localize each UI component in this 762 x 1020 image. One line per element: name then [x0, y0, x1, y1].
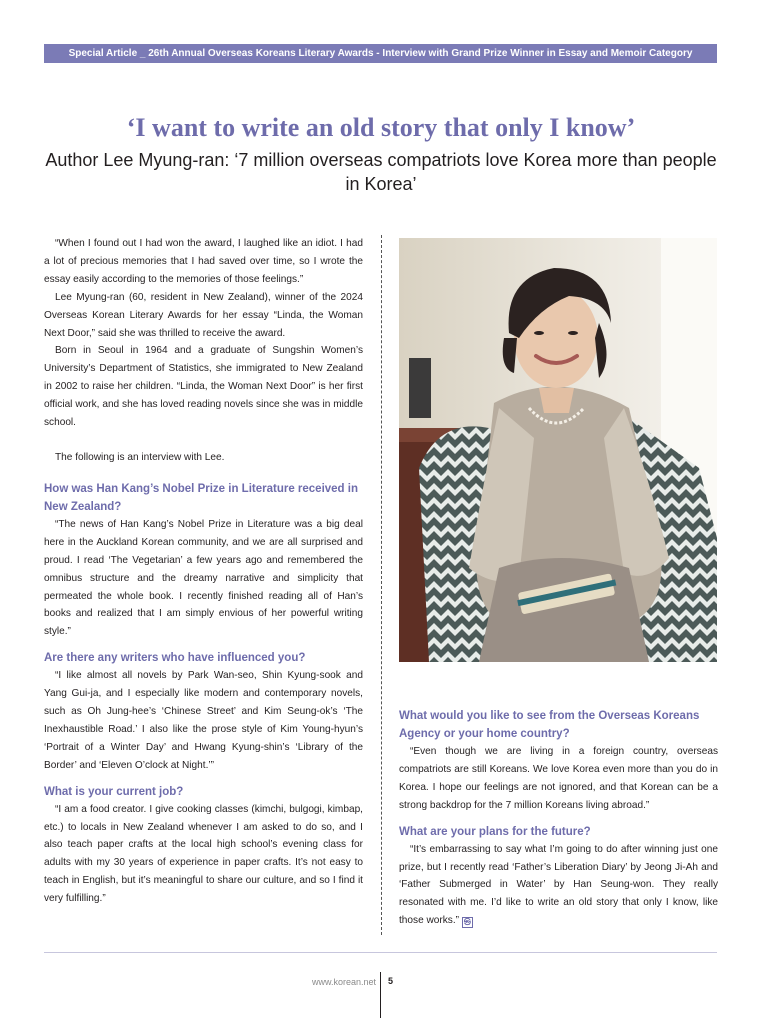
question-heading: What is your current job? — [44, 785, 184, 798]
intro-paragraph: The following is an interview with Lee. — [55, 451, 225, 463]
answer-paragraph — [399, 841, 718, 931]
end-of-article-icon: ㉿ — [463, 919, 471, 927]
intro-paragraph: Born in Seoul in 1964 and a graduate of Sungshin Women’s University’s Department of Statistics, she immigrated to New Zealand in 2002 to raise her children. “Linda, the Woman Next Door” is her first official work, and she has loved reading novels since she was in middle school. — [44, 345, 363, 429]
portrait-illustration — [399, 238, 717, 662]
intro-paragraph: “When I found out I had won the award, I laughed like an idiot. I had a lot of precious memories that I had saved over time, so I wrote the essay easily according to the memories of those feelings.” — [44, 238, 363, 285]
article-subheadline: Author Lee Myung-ran: ‘7 million overseas compatriots love Korea more than people in Korea’ — [45, 150, 717, 194]
answer-paragraph: “The news of Han Kang’s Nobel Prize in Literature was a big deal here in the Auckland Korean community, and we are all surprised and proud. I read ‘The Vegetarian’ a few years ago and remembered the omnibus structure and the dreamy narrative and simplicity that permeated the whole book. I recently finished reading all of Han’s books and realized that I am simply envious of her powerful writing style.” — [44, 518, 363, 638]
question-heading: What would you like to see from the Overseas Koreans Agency or your home country? — [399, 710, 700, 740]
answer-paragraph: “Even though we are living in a foreign country, overseas compatriots are still Koreans. We love Korea even more than you do in Korea. I hope our feelings are not ignored, and that Korean can be a strong backdrop for the 7 million Koreans living abroad.” — [399, 746, 718, 811]
footer-rule — [44, 952, 717, 953]
answer-paragraph: “I am a food creator. I give cooking classes (kimchi, bulgogi, kimbap, etc.) to locals in New Zealand whenever I am asked to do so, and I also teach paper crafts at the local high school’s evening class for adults with my 30 years of experience in paper crafts. It’s not easy to teach in English, but it’s meaningful to share our culture, and so I find it very fulfilling.” — [44, 803, 363, 905]
intro-paragraph: Lee Myung-ran (60, resident in New Zealand), winner of the 2024 Overseas Korean Literary Awards for her essay “Linda, the Woman Next Door,” said she was thrilled to receive the award. — [44, 291, 363, 339]
left-column — [44, 235, 363, 908]
column-divider — [381, 235, 382, 935]
footer-url: www.korean.net — [311, 977, 376, 987]
question-heading: Are there any writers who have influenced you? — [44, 652, 306, 665]
answer-text: “It’s embarrassing to say what I’m going to do after winning just one prize, but I recently read ‘Father’s Liberation Diary’ by Jeong Ji-Ah and ‘Father Submerged in Water’ by Han Seung-won. They really resonated with me. I’d like to write an old story that only I know, like those works.” — [399, 843, 718, 927]
article-headline: ‘I want to write an old story that only I know’ — [126, 113, 636, 142]
section-banner: Special Article _ 26th Annual Overseas Koreans Literary Awards - Interview with Grand Prize Winner in Essay and Memoir Category — [44, 44, 717, 63]
question-heading: What are your plans for the future? — [399, 825, 591, 838]
right-column — [399, 707, 718, 930]
author-portrait-photo — [399, 238, 717, 662]
page-number: 5 — [388, 976, 394, 986]
question-heading: How was Han Kang’s Nobel Prize in Literature received in New Zealand? — [44, 482, 358, 513]
footer-separator — [380, 972, 381, 1018]
paragraph-gap — [44, 432, 363, 449]
answer-paragraph: “I like almost all novels by Park Wan-seo, Shin Kyung-sook and Yang Gui-ja, and I especially like modern and contemporary novels, such as Oh Jung-hee’s ‘Chinese Street’ and Kim Seung-ok’s ‘The Inexhaustible Road.’ I also like the prose style of Kim Young-hyun’s ‘Portrait of a Winter Day’ and Hwang Kyung-shin’s ‘Library of the Border’ and ‘Eleven O’clock at Night.’” — [44, 670, 363, 771]
